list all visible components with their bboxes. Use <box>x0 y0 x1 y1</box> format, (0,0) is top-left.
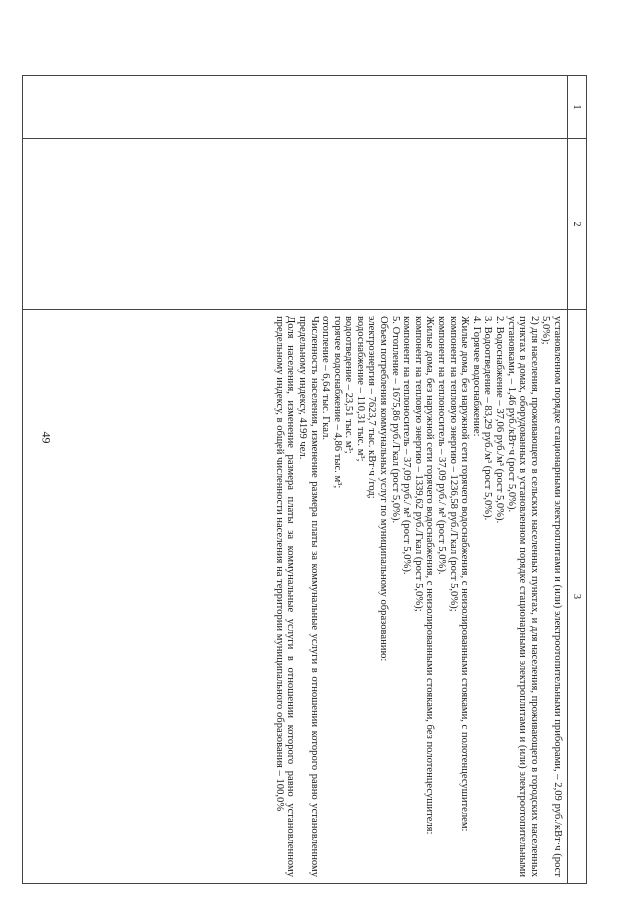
text-line: горячее водоснабжение – 4,86 тыс. м³; <box>331 316 343 489</box>
text-line: компонент на теплоноситель – 37,09 руб./ м³ (рост 5,0%). <box>436 316 448 575</box>
header-col-3: 3 <box>568 310 587 884</box>
text-line: Численность населения, изменение размера платы за коммунальные услуги в отношении которого равно установленному предельному индексу, 4199 чел. <box>296 316 320 877</box>
table-header-row <box>568 76 587 884</box>
text-line: компонент на тепловую энергию – 1339,62 руб./Гкал (рост 5,0%); <box>412 316 424 612</box>
text-line: Доля населения, изменение размера платы за коммунальные услуги в отношении которого равно установленному предельному индексу, в общей численности населения на территории муниципального образования – 100,0% <box>273 316 297 877</box>
text-line: водоотведение – 23,51 тыс. м³; <box>343 316 355 454</box>
cell-col-2 <box>23 139 568 310</box>
text-line: отопление – 6,64 тыс. Гкал. <box>320 316 332 441</box>
tariff-table <box>22 75 587 884</box>
header-col-2: 2 <box>568 139 587 310</box>
text-line: Объем потребления коммунальных услуг по муниципальному образованию: <box>378 316 390 662</box>
cell-col-1 <box>23 76 568 139</box>
text-line: 2) для населения, проживающего в сельских населенных пунктах, и для населения, проживающего в городских населенных пунктах в домах, оборудованных в установленном порядке стационарными электроплитами и (или) электроотопительными установками, – 1,46 руб./кВт·ч (рост 5,0%). <box>505 316 540 877</box>
text-line: Жилые дома, без наружной сети горячего водоснабжения, с неизолированными стояками, без полотенцесушителя: <box>424 316 436 835</box>
tariff-text <box>269 310 567 883</box>
text-line: компонент на тепловую энергию – 1236,58 руб./Гкал (рост 5,0%); <box>447 316 459 612</box>
table-row <box>23 76 568 884</box>
text-line: компонент на теплоноситель – 37,09 руб./ м³ (рост 5,0%). <box>401 316 413 575</box>
text-line: 5. Отопление – 1675,86 руб./Гкал (рост 5,0%). <box>389 316 401 524</box>
text-line: электроэнергия – 7623,7 тыс. кВт·ч /год; <box>366 316 378 499</box>
cell-col-3 <box>23 310 568 884</box>
header-col-1: 1 <box>568 76 587 139</box>
text-line: 3. Водоотведение – 83,29 руб./м³ (рост 5,0%). <box>482 316 494 521</box>
rotated-table-container <box>22 75 587 880</box>
text-line: водоснабжение – 110,31 тыс. м³; <box>354 316 366 462</box>
text-line: установленном порядке стационарными электроплитами и (или) электроотопительными приборами, – 2,09 руб./кВт·ч (рост 5,0%); <box>540 316 563 877</box>
text-line: Жилые дома, без наружной сети горячего водоснабжения, с неизолированными стояками, с полотенцесушителем: <box>459 316 471 832</box>
text-line: 2. Водоснабжение – 37,06 руб./м³ (рост 5,0%). <box>494 316 506 524</box>
page-number: 49 <box>39 431 54 444</box>
text-line: 4. Горячее водоснабжение: <box>470 316 482 437</box>
